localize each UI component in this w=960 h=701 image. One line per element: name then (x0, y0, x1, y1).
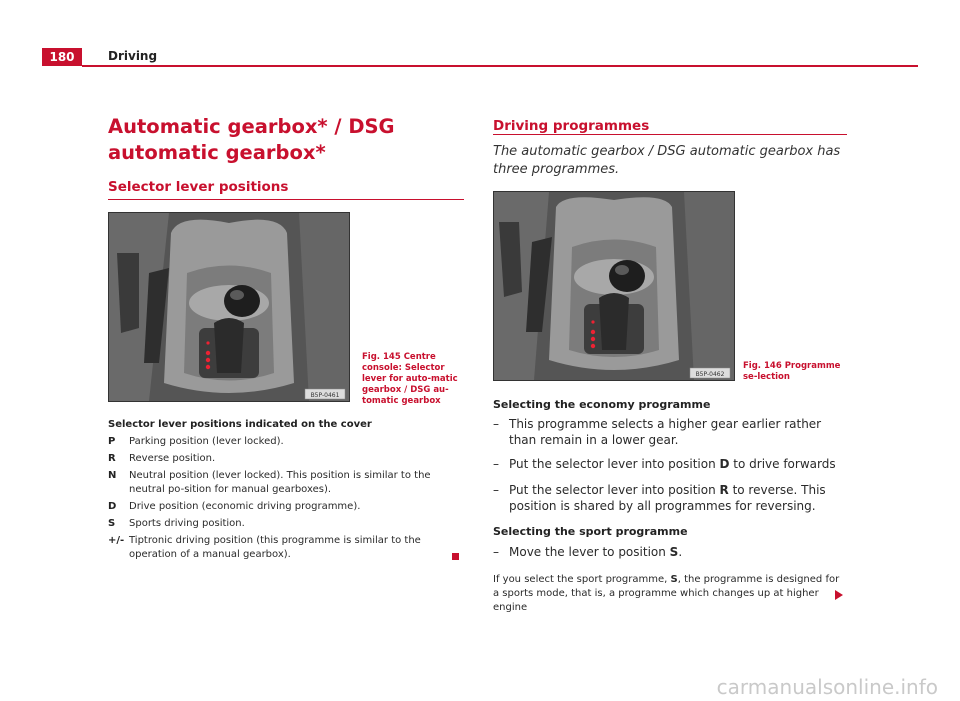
position-text: Drive position (economic driving programme). (129, 501, 361, 512)
position-key: D (108, 501, 117, 512)
page-title: Automatic gearbox* / DSG automatic gearbox* (108, 115, 395, 164)
subtitle: Selector lever positions (108, 179, 289, 195)
gear-lever-illustration (494, 192, 734, 380)
continue-arrow-icon (835, 590, 843, 600)
step-dash: – (493, 417, 499, 431)
sport-heading: Selecting the sport programme (493, 525, 688, 538)
position-key: +/- (108, 535, 125, 546)
figure-code: B5P-0461 (310, 392, 340, 399)
position-key: R (108, 453, 116, 464)
figure-caption: Fig. 145 Centre console: Selector lever for auto-matic gearbox / DSG au-tomatic gearbox (362, 352, 458, 406)
position-text: Reverse position. (129, 453, 216, 464)
positions-heading: Selector lever positions indicated on the cover (108, 419, 372, 430)
step-dash: – (493, 545, 499, 559)
header-rule (82, 65, 918, 67)
sport-paragraph: If you select the sport programme, S, the programme is designed for a sports mode, that is, a programme which changes up at higher engine (493, 574, 840, 613)
step-dash: – (493, 457, 499, 471)
step-dash: – (493, 483, 499, 497)
page-number: 180 (42, 48, 82, 66)
figure-selector-lever (108, 212, 350, 402)
economy-step: Put the selector lever into position D to drive forwards (509, 457, 836, 471)
position-key: S (108, 518, 116, 529)
section-end-mark (452, 553, 459, 560)
driving-programmes-rule (493, 134, 847, 135)
position-key: P (108, 436, 116, 447)
sport-step: Move the lever to position S. (509, 545, 683, 559)
position-text: Parking position (lever locked). (129, 436, 284, 447)
position-text: Sports driving position. (129, 518, 245, 529)
figure-programme-selection (493, 191, 735, 381)
position-key: N (108, 470, 117, 481)
position-text: Tiptronic driving position (this programme is similar to the operation of a manual gearbox). (129, 535, 421, 560)
economy-step: This programme selects a higher gear earlier rather than remain in a lower gear. (509, 417, 822, 447)
figure-code: B5P-0462 (695, 371, 725, 378)
driving-programmes-title: Driving programmes (493, 118, 650, 134)
gear-lever-illustration (109, 213, 349, 401)
position-text: Neutral position (lever locked). This position is similar to the neutral po-sition for manual gearboxes). (129, 470, 431, 495)
figure-caption: Fig. 146 Programme se-lection (743, 361, 841, 382)
economy-step: Put the selector lever into position R to reverse. This position is shared by all programmes for reversing. (509, 483, 826, 513)
subtitle-rule (108, 199, 464, 200)
economy-heading: Selecting the economy programme (493, 398, 711, 411)
intro-text: The automatic gearbox / DSG automatic gearbox has three programmes. (493, 144, 841, 177)
section-title: Driving (108, 49, 158, 63)
watermark: carmanualsonline.info (716, 675, 938, 699)
